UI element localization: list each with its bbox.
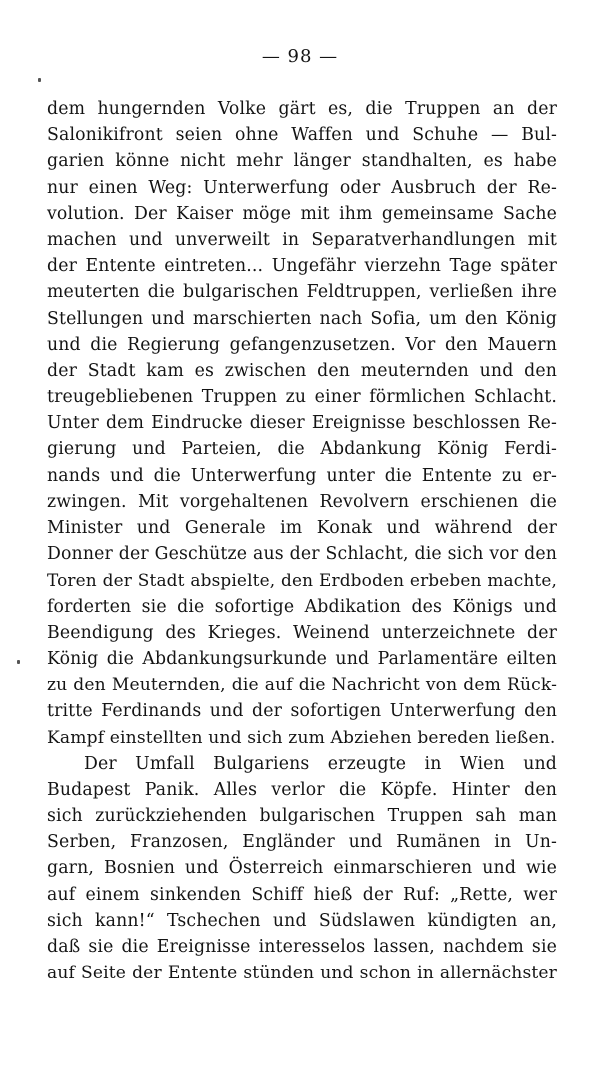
text-line: König die Abdankungsurkunde und Parlamentäre eilten [47, 648, 557, 669]
text-line: Budapest Panik. Alles verlor die Köpfe. Hinter den [47, 779, 557, 800]
text-line: Toren der Stadt abspielte, den Erdboden erbeben machte, [47, 570, 557, 591]
text-line: nur einen Weg: Unterwerfung oder Ausbruch der Re- [47, 177, 557, 198]
text-line: Minister und Generale im Konak und während der [47, 518, 557, 538]
text-line: sich zurückziehenden bulgarischen Truppen sah man [47, 806, 557, 827]
page-number: — 98 — [261, 46, 339, 67]
text-line: Unter dem Eindrucke dieser Ereignisse beschlossen Re- [47, 413, 557, 434]
text-line: Salonikifront seien ohne Waffen und Schuhe — Bul- [47, 125, 557, 146]
text-line: Donner der Geschütze aus der Schlacht, die sich vor den [47, 544, 557, 565]
text-line: Beendigung des Krieges. Weinend unterzeichnete der [47, 622, 557, 643]
text-line: zu den Meuternden, die auf die Nachricht von dem Rück- [47, 675, 557, 696]
text-line: auf einem sinkenden Schiff hieß der Ruf: „Rette, wer [47, 884, 557, 905]
text-line: gierung und Parteien, die Abdankung König Ferdi- [47, 439, 557, 460]
text-line: der Stadt kam es zwischen den meuternden und den [47, 360, 557, 381]
text-line: zwingen. Mit vorgehaltenen Revolvern erschienen die [47, 491, 557, 512]
paragraph-1 [47, 96, 557, 751]
text-line: machen und unverweilt in Separatverhandlungen mit [47, 229, 557, 250]
text-line: meuterten die bulgarischen Feldtruppen, verließen ihre [47, 282, 557, 303]
text-line: volution. Der Kaiser möge mit ihm gemeinsame Sache [47, 203, 557, 224]
text-line: garien könne nicht mehr länger standhalten, es habe [47, 151, 557, 172]
ink-speck [38, 78, 41, 82]
text-line: auf Seite der Entente stünden und schon in allernächster [47, 963, 557, 984]
text-line: dem hungernden Volke gärt es, die Truppen an der [47, 99, 557, 119]
text-line: garn, Bosnien und Österreich einmarschieren und wie [47, 858, 557, 879]
text-line: der Entente eintreten... Ungefähr vierzehn Tage später [47, 256, 557, 277]
text-line: nands und die Unterwerfung unter die Entente zu er- [47, 465, 557, 486]
paragraph-2 [47, 751, 557, 987]
text-line: treugebliebenen Truppen zu einer förmlichen Schlacht. [47, 387, 557, 408]
text-line: tritte Ferdinands und der sofortigen Unterwerfung den [47, 701, 557, 722]
text-line: Kampf einstellten und sich zum Abziehen bereden ließen. [47, 727, 556, 748]
text-line: forderten sie die sofortige Abdikation des Königs und [47, 596, 557, 617]
text-line: sich kann!“ Tschechen und Südslawen kündigten an, [47, 910, 557, 931]
text-line: und die Regierung gefangenzusetzen. Vor den Mauern [47, 334, 557, 355]
text-line: Stellungen und marschierten nach Sofia, um den König [47, 308, 557, 329]
text-line: daß sie die Ereignisse interesselos lassen, nachdem sie [47, 937, 557, 957]
text-line: Der Umfall Bulgariens erzeugte in Wien und [84, 753, 557, 774]
ink-speck [17, 660, 20, 664]
body-text [47, 96, 557, 986]
text-line: Serben, Franzosen, Engländer und Rumänen in Un- [47, 832, 557, 853]
